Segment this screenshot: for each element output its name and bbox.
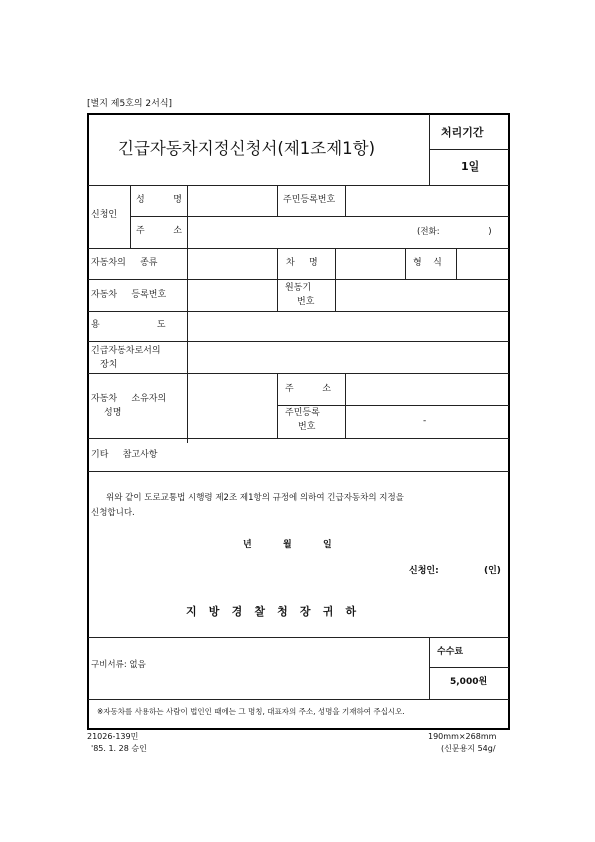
- row-line-1: [88, 185, 509, 186]
- row-line-4: [88, 279, 509, 280]
- row-line-6: [88, 341, 509, 342]
- applicant-phone-note: (전화: ): [417, 227, 492, 237]
- row-line-8: [88, 438, 509, 439]
- fee-divider: [429, 637, 430, 699]
- processing-period-label: 처리기간: [441, 126, 484, 139]
- paper-size: 190mm×268mm: [428, 732, 497, 741]
- seal-mark: (인): [484, 566, 501, 576]
- owner-address-field[interactable]: [347, 375, 507, 403]
- signer-name-field[interactable]: [443, 562, 483, 580]
- approval-date: '85. 1. 28 승인: [91, 744, 147, 753]
- fee-value: 5,000원: [450, 677, 488, 687]
- applicant-name-label: 성 명: [136, 195, 182, 205]
- processing-period-value: 1일: [461, 160, 480, 173]
- owner-id-label-line2: 번호: [298, 422, 316, 432]
- vehicle-type-label: 자동차의 종류: [91, 258, 158, 268]
- declaration-text-line2: 신청합니다.: [91, 508, 135, 518]
- form-title: 긴급자동차지정신청서(제1조제1항): [118, 139, 376, 158]
- model-label: 형 식: [413, 258, 442, 268]
- id-label-right-divider: [345, 185, 346, 216]
- engine-number-label-line1: 원동기: [285, 283, 312, 293]
- row-line-2: [130, 216, 509, 217]
- device-field[interactable]: [189, 343, 507, 371]
- vehicle-label-divider: [187, 248, 188, 443]
- declaration-text-line1: 위와 같이 도로교통법 시행령 제2조 제1항의 규정에 의하여 긴급자동차의 지정을: [106, 493, 404, 503]
- row-line-5: [88, 311, 509, 312]
- attachments-note: 구비서류: 없음: [91, 660, 146, 670]
- applicant-address-label: 주 소: [136, 226, 182, 236]
- owner-mid-line: [277, 405, 509, 406]
- device-label-line2: 장치: [100, 360, 118, 370]
- model-field[interactable]: [458, 250, 507, 277]
- model-right-divider: [456, 248, 457, 279]
- owner-id-field[interactable]: [347, 407, 507, 436]
- application-date: 년 월 일: [243, 540, 332, 550]
- vehicle-type-field[interactable]: [189, 250, 275, 277]
- purpose-field[interactable]: [189, 313, 507, 339]
- owner-label-line2: 성명: [104, 408, 122, 418]
- remarks-field[interactable]: [189, 440, 507, 469]
- processing-divider: [429, 149, 509, 150]
- engine-number-field[interactable]: [337, 281, 507, 309]
- applicant-id-field[interactable]: [347, 187, 507, 214]
- owner-id-dash: -: [423, 416, 427, 426]
- paper-type: (신문용지 54g/: [441, 744, 496, 753]
- model-left-divider: [405, 248, 406, 279]
- form-top-border: [87, 113, 510, 115]
- remarks-label: 기타 참고사항: [91, 450, 158, 460]
- row-line-11: [88, 699, 509, 700]
- footnote: ※자동차를 사용하는 사람이 법인인 때에는 그 명칭, 대표자의 주소, 성명을 기재하여 주십시오.: [97, 707, 405, 716]
- applicant-label: 신청인: [91, 210, 118, 220]
- form-reference: [별지 제5호의 2서식]: [87, 99, 173, 109]
- fee-label: 수수료: [437, 647, 464, 657]
- applicant-name-field[interactable]: [189, 187, 275, 214]
- form-bottom-border: [87, 728, 510, 730]
- owner-label-line1: 자동차 소유자의: [91, 394, 167, 404]
- id-label-left-divider: [277, 185, 278, 216]
- form-code: 21026-139민: [87, 732, 139, 741]
- owner-id-label-line1: 주민등록: [285, 408, 320, 418]
- device-label-line1: 긴급자동차로서의: [91, 346, 161, 356]
- addressee: 지 방 경 찰 청 장 귀 하: [186, 605, 358, 618]
- purpose-label: 용 도: [91, 320, 166, 330]
- registration-number-label: 자동차 등록번호: [91, 290, 167, 300]
- fee-mid-line: [429, 667, 509, 668]
- car-name-field[interactable]: [337, 250, 403, 277]
- registration-number-field[interactable]: [189, 281, 275, 309]
- car-name-label: 차 명: [286, 258, 318, 268]
- row-line-10: [88, 637, 509, 638]
- owner-name-field[interactable]: [189, 375, 275, 436]
- signer-label: 신청인:: [409, 566, 439, 576]
- row-line-3: [88, 248, 509, 249]
- row-line-7: [88, 373, 509, 374]
- row-line-9: [88, 471, 509, 472]
- applicant-id-label: 주민등록번호: [283, 195, 336, 205]
- owner-address-label: 주 소: [285, 384, 331, 394]
- engine-number-label-line2: 번호: [297, 297, 315, 307]
